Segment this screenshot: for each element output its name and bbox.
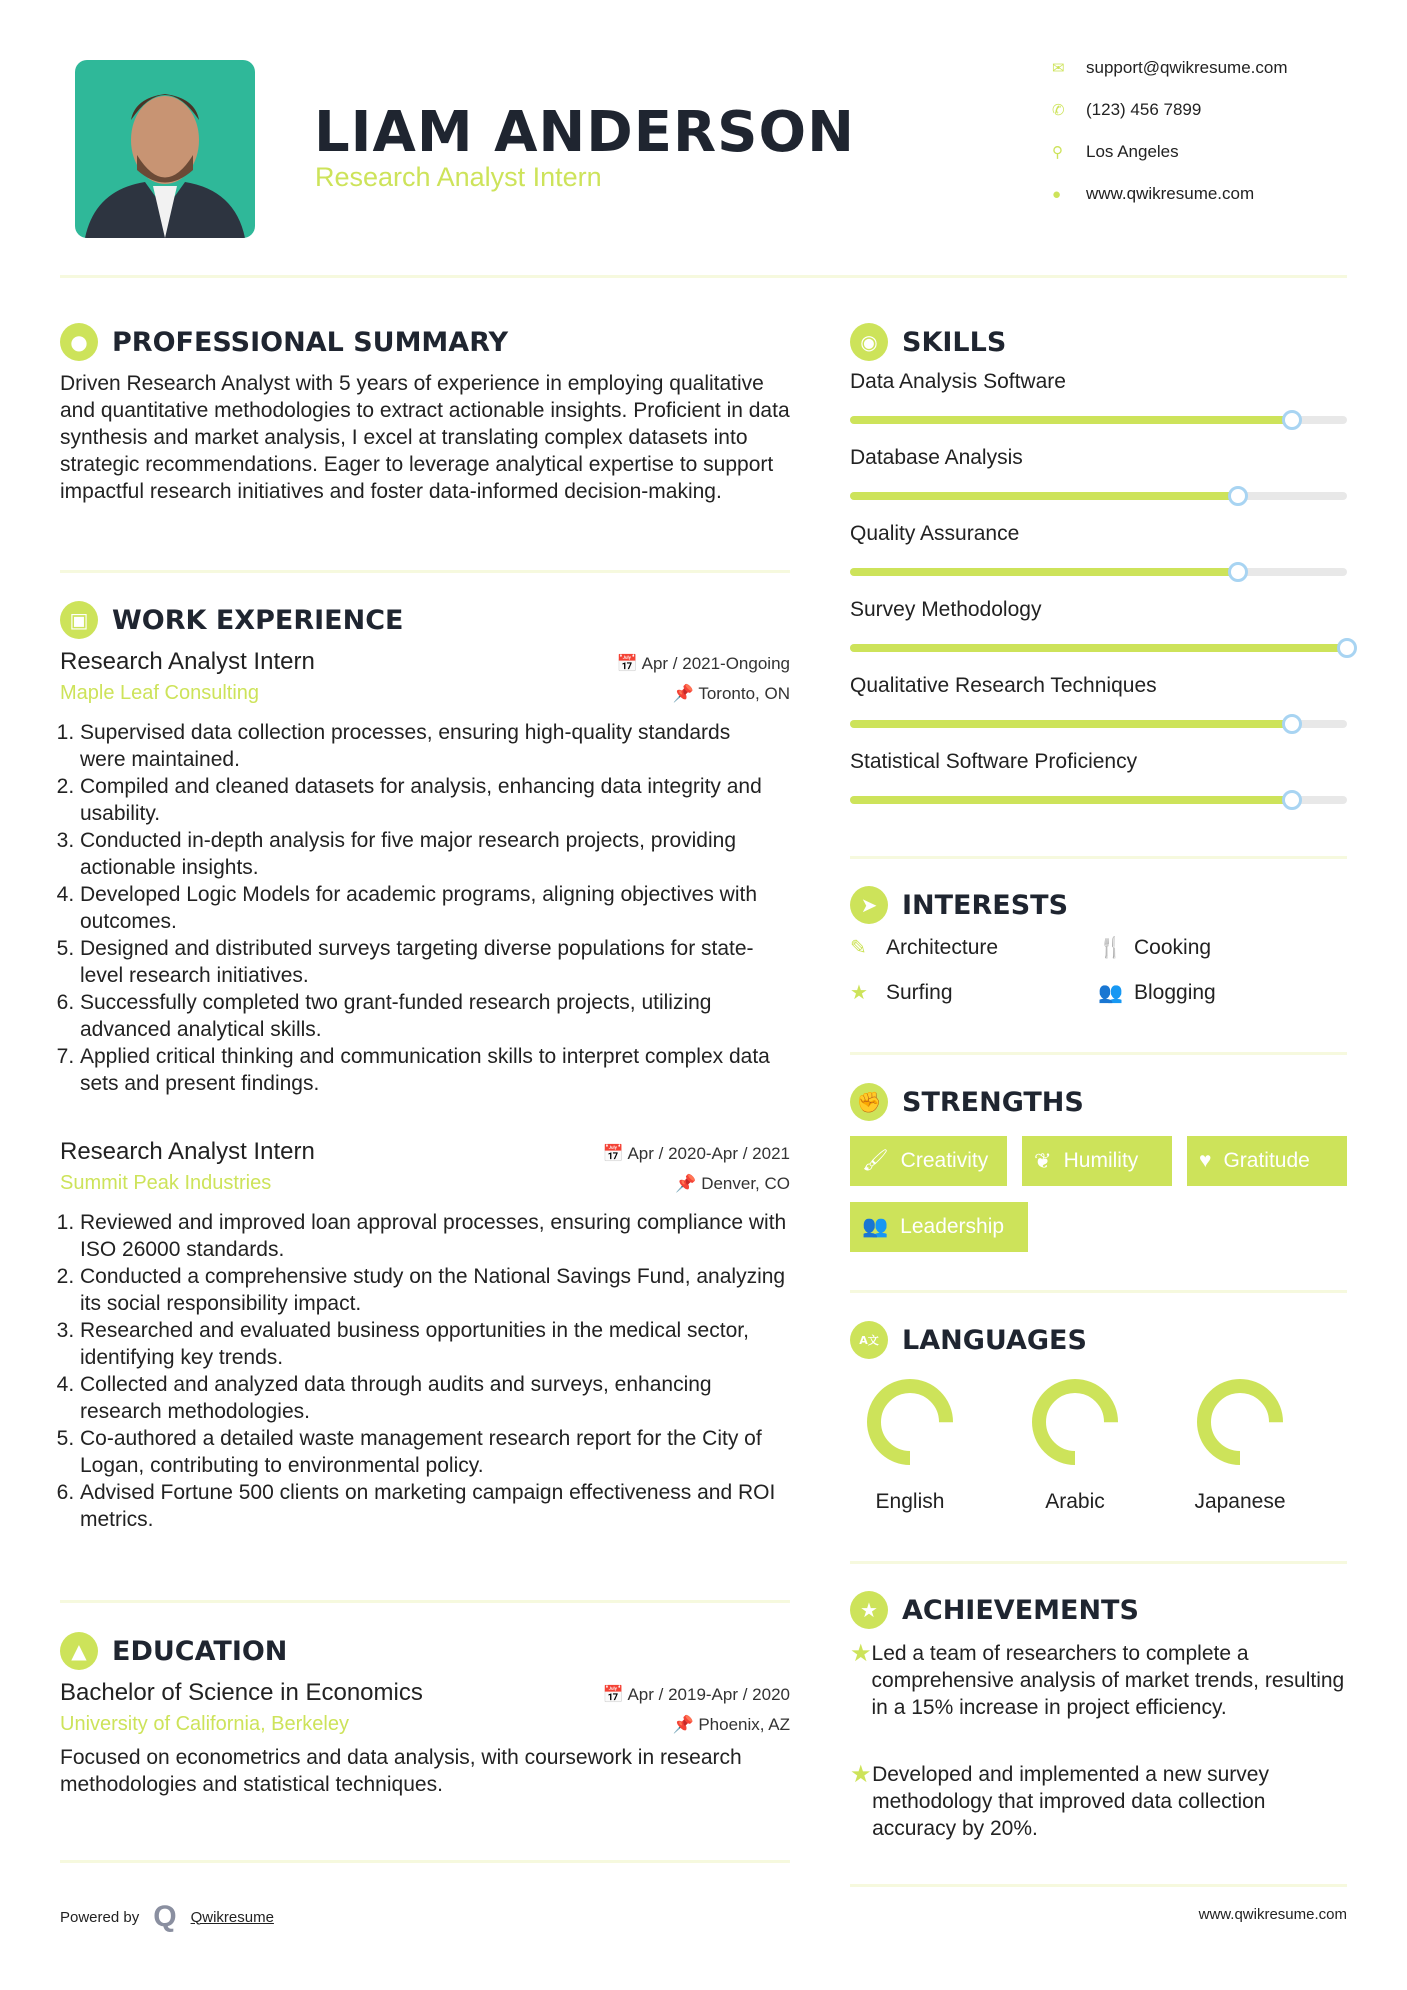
interest-item: [1098, 980, 1216, 1005]
skill-item: [850, 446, 1347, 500]
skill-fill: [850, 492, 1238, 500]
skill-knob: [1282, 790, 1302, 810]
job-title: Research Analyst Intern: [60, 1138, 315, 1165]
powered-by-text: Powered by: [60, 1908, 140, 1926]
heading-text: ACHIEVEMENTS: [902, 1594, 1139, 1626]
contact-text: (123) 456 7899: [1086, 100, 1202, 119]
achievement-item: [850, 1640, 1347, 1721]
job-date: 📅 Apr / 2020-Apr / 2021: [602, 1144, 790, 1163]
languages-heading: [850, 1321, 1087, 1359]
school-name: University of California, Berkeley: [60, 1713, 349, 1735]
divider: [850, 856, 1347, 859]
language-label: English: [875, 1490, 945, 1513]
language-ring: [1025, 1372, 1125, 1472]
lightbulb-icon: ◉: [850, 323, 888, 361]
strength-badge: [1022, 1136, 1172, 1186]
location-text: Phoenix, AZ: [698, 1715, 790, 1734]
fist-icon: ✊: [850, 1083, 888, 1121]
skill-bar: [850, 644, 1347, 652]
star-icon: ★: [850, 1640, 872, 1667]
skill-item: [850, 370, 1347, 424]
skill-fill: [850, 568, 1238, 576]
skill-label: Survey Methodology: [850, 598, 1042, 621]
skill-label: Data Analysis Software: [850, 370, 1066, 393]
footer-website[interactable]: www.qwikresume.com: [1198, 1906, 1347, 1923]
contact-website[interactable]: [1052, 184, 1254, 204]
achievements-heading: [850, 1591, 1139, 1629]
job-date: 📅 Apr / 2021-Ongoing: [616, 654, 790, 673]
skill-item: [850, 598, 1347, 652]
list-item: 4. Collected and analyzed data through audits and surveys, enhancing research methodologies.: [80, 1371, 790, 1425]
profile-photo: [75, 60, 255, 238]
skill-knob: [1282, 714, 1302, 734]
skill-item: [850, 522, 1347, 576]
job-entry: [60, 648, 790, 1097]
interest-item: [850, 980, 953, 1005]
company-name: Summit Peak Industries: [60, 1172, 272, 1194]
skill-knob: [1228, 562, 1248, 582]
divider: [850, 1561, 1347, 1564]
achievement-item: [850, 1761, 1347, 1842]
contact-location: [1052, 142, 1179, 162]
list-item: 3. Researched and evaluated business opportunities in the medical sector, identifying key trends.: [80, 1317, 790, 1371]
skill-bar: [850, 796, 1347, 804]
divider: [850, 1052, 1347, 1055]
contact-email[interactable]: [1052, 58, 1288, 78]
divider: [60, 1860, 790, 1863]
location-text: Denver, CO: [701, 1174, 790, 1193]
heading-text: PROFESSIONAL SUMMARY: [112, 326, 509, 358]
language-ring: [1190, 1372, 1290, 1472]
heading-text: LANGUAGES: [902, 1324, 1087, 1356]
heading-text: WORK EXPERIENCE: [112, 604, 404, 636]
education-location: 📌 Phoenix, AZ: [672, 1715, 790, 1734]
skills-heading: [850, 323, 1006, 361]
interest-label: Architecture: [886, 935, 999, 959]
divider: [60, 275, 1347, 278]
user-icon: ●: [60, 323, 98, 361]
skill-bar: [850, 492, 1347, 500]
date-text: Apr / 2019-Apr / 2020: [627, 1685, 790, 1704]
date-text: Apr / 2021-Ongoing: [641, 654, 790, 673]
heading-text: INTERESTS: [902, 889, 1069, 921]
contact-text: support@qwikresume.com: [1086, 58, 1288, 77]
education-description: Focused on econometrics and data analysis, with coursework in research methodologies and statistical techniques.: [60, 1746, 742, 1796]
badge-label: Humility: [1063, 1149, 1139, 1172]
strength-badge: [1187, 1136, 1347, 1186]
education-date: 📅 Apr / 2019-Apr / 2020: [602, 1685, 790, 1704]
heading-text: STRENGTHS: [902, 1086, 1084, 1118]
badge-label: Leadership: [900, 1215, 1005, 1238]
interest-item: [1098, 935, 1211, 960]
skill-label: Statistical Software Proficiency: [850, 750, 1138, 773]
star-icon: ★: [850, 982, 868, 1004]
language-ring: [860, 1372, 960, 1472]
job-location: 📌 Denver, CO: [675, 1174, 790, 1193]
skill-bar: [850, 416, 1347, 424]
globe-icon: ●: [1052, 185, 1062, 203]
skill-fill: [850, 644, 1347, 652]
divider: [60, 1600, 790, 1603]
users-icon: 👥: [1098, 982, 1123, 1004]
divider: [850, 1290, 1347, 1293]
list-item: 5. Co-authored a detailed waste management research report for the City of Logan, contributing to environmental policy.: [80, 1425, 790, 1479]
degree: Bachelor of Science in Economics: [60, 1679, 423, 1706]
divider: [60, 570, 790, 573]
achievement-text: Developed and implemented a new survey methodology that improved data collection accuracy by 20%.: [872, 1763, 1269, 1840]
leaf-icon: ❦: [1034, 1149, 1052, 1173]
badge-label: Creativity: [900, 1149, 989, 1172]
list-item: 5. Designed and distributed surveys targeting diverse populations for state-level research initiatives.: [80, 935, 780, 989]
qwikresume-logo-icon: Q: [153, 1900, 177, 1933]
language-item: [995, 1372, 1155, 1514]
heading-text: EDUCATION: [112, 1635, 288, 1667]
star-icon: ★: [850, 1761, 872, 1788]
trophy-icon: ★: [850, 1591, 888, 1629]
skill-fill: [850, 720, 1292, 728]
skill-fill: [850, 416, 1292, 424]
footer-powered: [60, 1900, 274, 1934]
list-item: 1. Supervised data collection processes, ensuring high-quality standards were maintained.: [80, 719, 780, 773]
candidate-name: LIAM ANDERSON: [314, 100, 855, 165]
language-item: [830, 1372, 990, 1514]
skill-knob: [1228, 486, 1248, 506]
job-entry: [60, 1138, 790, 1533]
location-text: Toronto, ON: [698, 684, 790, 703]
list-item: 1. Reviewed and improved loan approval processes, ensuring compliance with ISO 26000 standards.: [80, 1209, 790, 1263]
list-item: 6. Successfully completed two grant-funded research projects, utilizing advanced analytical skills.: [80, 989, 780, 1043]
list-item: 7. Applied critical thinking and communication skills to interpret complex data sets and present findings.: [80, 1043, 780, 1097]
briefcase-icon: ▣: [60, 601, 98, 639]
job-bullets: [60, 719, 780, 1097]
strength-badge: [850, 1136, 1007, 1186]
map-pin-icon: ⚲: [1052, 144, 1063, 161]
candidate-title: Research Analyst Intern: [315, 162, 602, 192]
interest-label: Cooking: [1134, 935, 1212, 959]
badge-label: Gratitude: [1223, 1149, 1310, 1172]
interest-label: Surfing: [886, 980, 953, 1004]
summary-text: Driven Research Analyst with 5 years of experience in employing qualitative and quantitative methodologies to extract actionable insights. Proficient in data synthesis and market analysis, I excel at translating complex datasets into strategic recommendations. Eager to leverage analytical expertise to support impactful research initiatives and foster data-informed decision-making.: [60, 372, 790, 503]
list-item: 2. Conducted a comprehensive study on the National Savings Fund, analyzing its social responsibility impact.: [80, 1263, 790, 1317]
heading-text: SKILLS: [902, 326, 1007, 358]
list-item: 6. Advised Fortune 500 clients on marketing campaign effectiveness and ROI metrics.: [80, 1479, 790, 1533]
language-item: [1160, 1372, 1320, 1514]
language-label: Arabic: [1045, 1490, 1105, 1513]
graduation-icon: ▲: [60, 1632, 98, 1670]
contact-phone: [1052, 100, 1201, 120]
language-label: Japanese: [1194, 1490, 1286, 1513]
interests-heading: [850, 886, 1068, 924]
skill-item: [850, 674, 1347, 728]
job-title: Research Analyst Intern: [60, 648, 315, 675]
list-item: 3. Conducted in-depth analysis for five major research projects, providing actionable insights.: [80, 827, 780, 881]
interest-item: [850, 935, 998, 960]
contact-text: www.qwikresume.com: [1086, 184, 1255, 203]
envelope-icon: ✉: [1052, 60, 1065, 77]
skill-label: Qualitative Research Techniques: [850, 674, 1157, 697]
skill-label: Quality Assurance: [850, 522, 1020, 545]
skill-item: [850, 750, 1347, 804]
language-icon: A文: [850, 1321, 888, 1359]
skill-bar: [850, 720, 1347, 728]
ticket-icon: ✎: [850, 937, 867, 959]
achievement-text: Led a team of researchers to complete a comprehensive analysis of market trends, resulting in a 15% increase in project efficiency.: [871, 1642, 1345, 1719]
utensils-icon: 🍴: [1098, 937, 1123, 959]
list-item: 4. Developed Logic Models for academic programs, aligning objectives with outcomes.: [80, 881, 780, 935]
education-entry: [60, 1679, 790, 1798]
skill-knob: [1337, 638, 1357, 658]
skill-fill: [850, 796, 1292, 804]
heart-icon: ♥: [1199, 1149, 1212, 1172]
brush-icon: 🖌: [862, 1149, 889, 1172]
users-icon: 👥: [862, 1215, 889, 1238]
brand-link[interactable]: Qwikresume: [190, 1908, 274, 1926]
job-location: 📌 Toronto, ON: [672, 684, 790, 703]
company-name: Maple Leaf Consulting: [60, 682, 260, 704]
skill-bar: [850, 568, 1347, 576]
interest-label: Blogging: [1134, 980, 1216, 1004]
skill-knob: [1282, 410, 1302, 430]
strengths-heading: [850, 1083, 1084, 1121]
experience-heading: [60, 601, 403, 639]
divider: [850, 1884, 1347, 1887]
skill-label: Database Analysis: [850, 446, 1023, 469]
summary-heading: [60, 323, 508, 361]
date-text: Apr / 2020-Apr / 2021: [627, 1144, 790, 1163]
phone-icon: ✆: [1052, 102, 1065, 119]
job-bullets: [60, 1209, 790, 1533]
paper-plane-icon: ➤: [850, 886, 888, 924]
strength-badge: [850, 1202, 1028, 1252]
education-heading: [60, 1632, 287, 1670]
list-item: 2. Compiled and cleaned datasets for analysis, enhancing data integrity and usability.: [80, 773, 780, 827]
contact-text: Los Angeles: [1086, 142, 1179, 161]
